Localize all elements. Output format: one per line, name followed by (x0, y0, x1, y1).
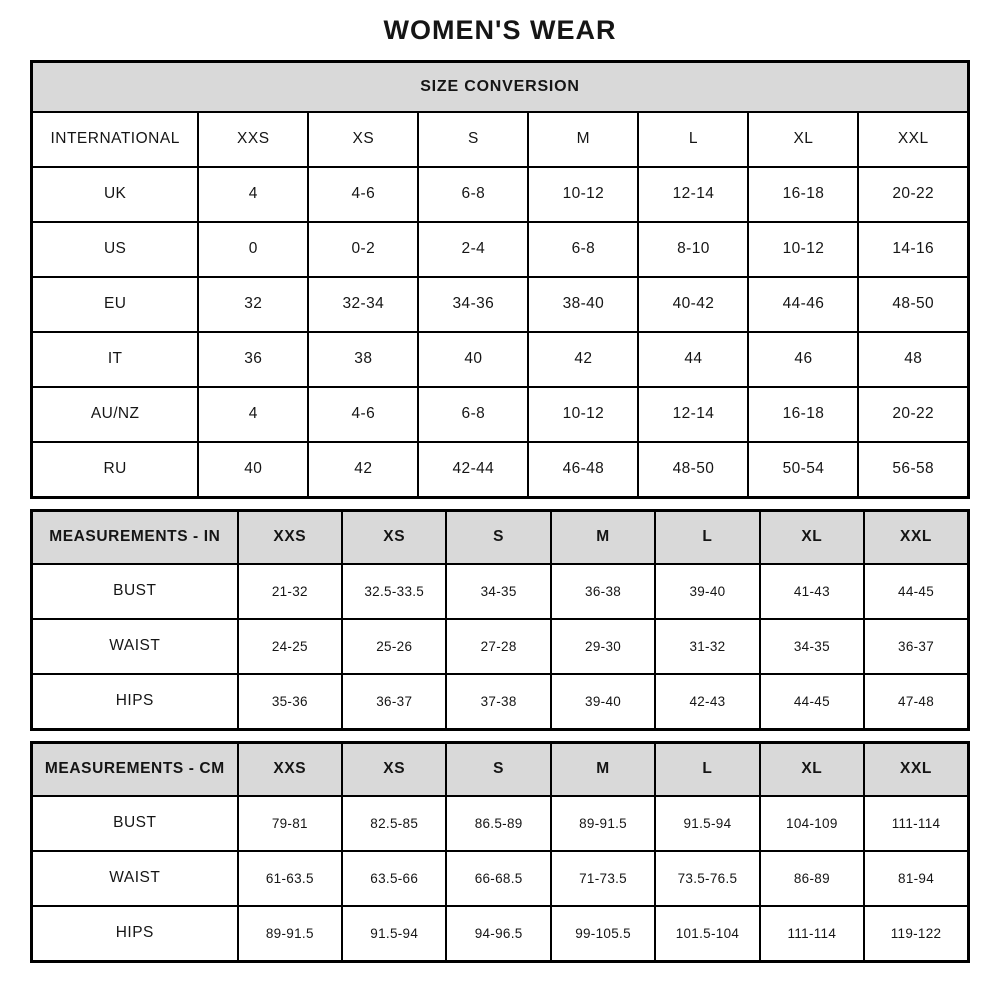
value-cell: 89-91.5 (551, 796, 655, 851)
column-header: M (528, 112, 638, 167)
value-cell: 10-12 (528, 387, 638, 442)
column-header: XXL (864, 742, 968, 796)
value-cell: 16-18 (748, 167, 858, 222)
column-header: M (551, 510, 655, 564)
size-conversion-body (32, 167, 969, 498)
value-cell: 44 (638, 332, 748, 387)
column-header: M (551, 742, 655, 796)
value-cell: 89-91.5 (238, 906, 342, 962)
size-chart-page (30, 0, 970, 963)
column-header: L (655, 742, 759, 796)
measurements-in-title: MEASUREMENTS - IN (32, 510, 238, 564)
value-cell: 44-46 (748, 277, 858, 332)
value-cell: 10-12 (528, 167, 638, 222)
column-header: S (418, 112, 528, 167)
row-label: EU (32, 277, 199, 332)
value-cell: 36-37 (864, 619, 968, 674)
value-cell: 4 (198, 387, 308, 442)
value-cell: 111-114 (864, 796, 968, 851)
value-cell: 40-42 (638, 277, 748, 332)
value-cell: 99-105.5 (551, 906, 655, 962)
value-cell: 82.5-85 (342, 796, 446, 851)
value-cell: 38-40 (528, 277, 638, 332)
column-header: L (655, 510, 759, 564)
value-cell: 94-96.5 (446, 906, 550, 962)
value-cell: 31-32 (655, 619, 759, 674)
page-title: WOMEN'S WEAR (383, 15, 617, 45)
column-header: XXS (238, 742, 342, 796)
value-cell: 32-34 (308, 277, 418, 332)
value-cell: 2-4 (418, 222, 528, 277)
size-conversion-table (30, 60, 970, 499)
column-header: XXL (864, 510, 968, 564)
value-cell: 34-35 (446, 564, 550, 619)
value-cell: 119-122 (864, 906, 968, 962)
value-cell: 4 (198, 167, 308, 222)
value-cell: 0 (198, 222, 308, 277)
measurements-cm-title: MEASUREMENTS - CM (32, 742, 238, 796)
measurements-in-body (32, 564, 969, 730)
value-cell: 16-18 (748, 387, 858, 442)
table-row (32, 387, 969, 442)
value-cell: 34-36 (418, 277, 528, 332)
value-cell: 0-2 (308, 222, 418, 277)
value-cell: 86-89 (760, 851, 864, 906)
measurements-in-header-row (32, 510, 969, 564)
column-header: XXS (198, 112, 308, 167)
value-cell: 48-50 (638, 442, 748, 498)
value-cell: 56-58 (858, 442, 968, 498)
table-row (32, 332, 969, 387)
value-cell: 81-94 (864, 851, 968, 906)
value-cell: 4-6 (308, 387, 418, 442)
value-cell: 8-10 (638, 222, 748, 277)
row-label: BUST (32, 796, 238, 851)
column-header: S (446, 742, 550, 796)
value-cell: 48-50 (858, 277, 968, 332)
row-label: UK (32, 167, 199, 222)
value-cell: 29-30 (551, 619, 655, 674)
value-cell: 21-32 (238, 564, 342, 619)
value-cell: 79-81 (238, 796, 342, 851)
table-row (32, 619, 969, 674)
row-label: BUST (32, 564, 238, 619)
value-cell: 6-8 (528, 222, 638, 277)
value-cell: 34-35 (760, 619, 864, 674)
measurements-in-table (30, 509, 970, 731)
value-cell: 40 (198, 442, 308, 498)
size-conversion-banner-row (32, 61, 969, 112)
value-cell: 14-16 (858, 222, 968, 277)
value-cell: 12-14 (638, 167, 748, 222)
row-label: WAIST (32, 619, 238, 674)
value-cell: 104-109 (760, 796, 864, 851)
value-cell: 50-54 (748, 442, 858, 498)
value-cell: 44-45 (760, 674, 864, 730)
row-label: RU (32, 442, 199, 498)
value-cell: 35-36 (238, 674, 342, 730)
value-cell: 46-48 (528, 442, 638, 498)
value-cell: 20-22 (858, 167, 968, 222)
value-cell: 6-8 (418, 167, 528, 222)
value-cell: 37-38 (446, 674, 550, 730)
value-cell: 101.5-104 (655, 906, 759, 962)
column-header: XXL (858, 112, 968, 167)
column-header: XL (760, 510, 864, 564)
table-row (32, 674, 969, 730)
size-conversion-header-row (32, 112, 969, 167)
value-cell: 41-43 (760, 564, 864, 619)
row-label: AU/NZ (32, 387, 199, 442)
value-cell: 47-48 (864, 674, 968, 730)
value-cell: 39-40 (655, 564, 759, 619)
value-cell: 42 (308, 442, 418, 498)
column-header: S (446, 510, 550, 564)
value-cell: 44-45 (864, 564, 968, 619)
value-cell: 42 (528, 332, 638, 387)
value-cell: 66-68.5 (446, 851, 550, 906)
column-header: XL (760, 742, 864, 796)
table-row (32, 222, 969, 277)
row-label: HIPS (32, 906, 238, 962)
value-cell: 42-43 (655, 674, 759, 730)
row-label: IT (32, 332, 199, 387)
value-cell: 32.5-33.5 (342, 564, 446, 619)
value-cell: 39-40 (551, 674, 655, 730)
value-cell: 36 (198, 332, 308, 387)
value-cell: 24-25 (238, 619, 342, 674)
value-cell: 48 (858, 332, 968, 387)
value-cell: 73.5-76.5 (655, 851, 759, 906)
value-cell: 36-38 (551, 564, 655, 619)
column-header: XS (308, 112, 418, 167)
value-cell: 27-28 (446, 619, 550, 674)
table-row (32, 851, 969, 906)
column-header: XS (342, 510, 446, 564)
column-header: XL (748, 112, 858, 167)
size-conversion-title: SIZE CONVERSION (32, 61, 969, 112)
column-header: XS (342, 742, 446, 796)
value-cell: 10-12 (748, 222, 858, 277)
measurements-cm-header-row (32, 742, 969, 796)
value-cell: 6-8 (418, 387, 528, 442)
table-row (32, 277, 969, 332)
column-header: XXS (238, 510, 342, 564)
measurements-cm-table (30, 741, 970, 963)
value-cell: 61-63.5 (238, 851, 342, 906)
row-label: HIPS (32, 674, 238, 730)
value-cell: 4-6 (308, 167, 418, 222)
value-cell: 91.5-94 (342, 906, 446, 962)
column-header: L (638, 112, 748, 167)
value-cell: 71-73.5 (551, 851, 655, 906)
row-label: WAIST (32, 851, 238, 906)
value-cell: 42-44 (418, 442, 528, 498)
value-cell: 32 (198, 277, 308, 332)
table-row (32, 564, 969, 619)
value-cell: 36-37 (342, 674, 446, 730)
value-cell: 40 (418, 332, 528, 387)
table-row (32, 906, 969, 962)
table-row (32, 442, 969, 498)
measurements-cm-body (32, 796, 969, 962)
column-header: INTERNATIONAL (32, 112, 199, 167)
value-cell: 86.5-89 (446, 796, 550, 851)
table-row (32, 796, 969, 851)
value-cell: 63.5-66 (342, 851, 446, 906)
value-cell: 91.5-94 (655, 796, 759, 851)
value-cell: 38 (308, 332, 418, 387)
value-cell: 111-114 (760, 906, 864, 962)
table-row (32, 167, 969, 222)
row-label: US (32, 222, 199, 277)
value-cell: 20-22 (858, 387, 968, 442)
value-cell: 25-26 (342, 619, 446, 674)
value-cell: 12-14 (638, 387, 748, 442)
value-cell: 46 (748, 332, 858, 387)
